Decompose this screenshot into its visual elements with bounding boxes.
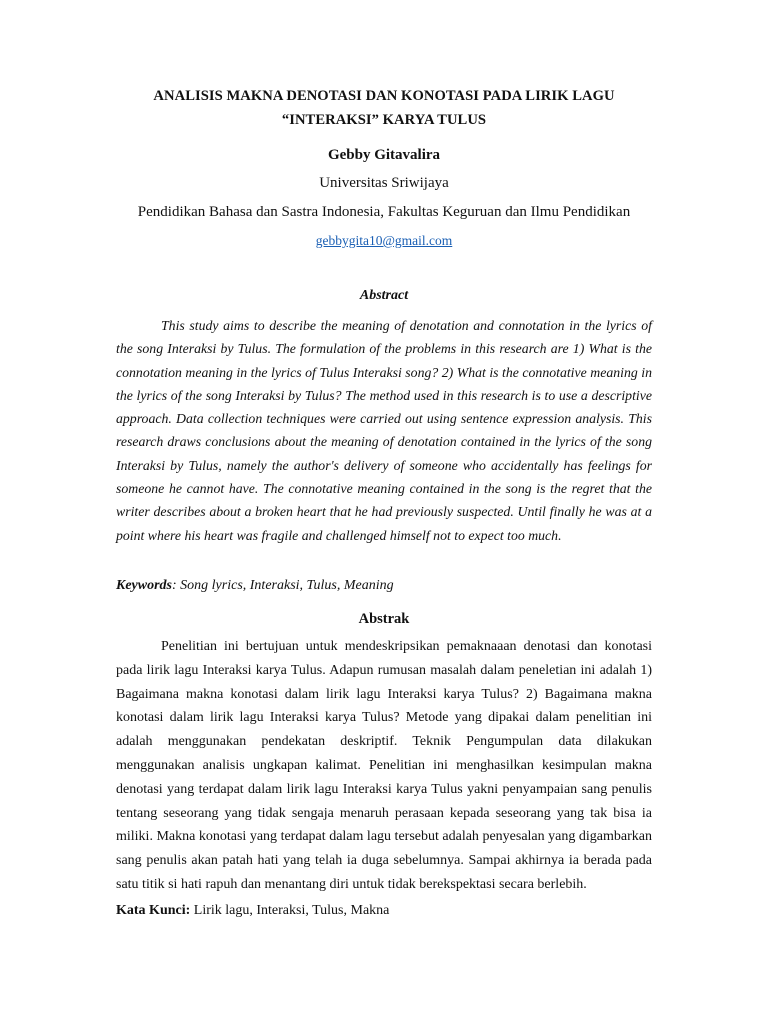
keywords-label: Keywords	[116, 578, 172, 593]
kata-kunci-line	[116, 903, 389, 919]
author-email-link[interactable]: gebbygita10@gmail.com	[315, 233, 453, 248]
abstrak-heading: Abstrak	[358, 611, 410, 627]
keywords-line	[116, 578, 394, 594]
author-name: Gebby Gitavalira	[327, 147, 441, 163]
keywords-list: : Song lyrics, Interaksi, Tulus, Meaning	[172, 578, 394, 593]
author-university: Universitas Sriwijaya	[319, 175, 449, 191]
abstract-body: This study aims to describe the meaning of denotation and connotation in the lyrics of the song Interaksi by Tulus. The formulation of the problems in this research are 1) What is the connotation meaning in the lyrics of Tulus Interaksi song? 2) What is the connotative meaning in the lyrics of the song Interaksi by Tulus? The method used in this research is to use a descriptive approach. Data collection techniques were carried out using sentence expression analysis. This research draws conclusions about the meaning of denotation contained in the lyrics of the song Interaksi by Tulus, namely the author's delivery of someone who accidentally has feelings for someone he cannot have. The connotative meaning contained in the song is the regret that the writer describes about a broken heart that he had previously suspected. Until finally he was at a point where his heart was fragile and challenged himself not to expect too much.	[116, 318, 652, 543]
abstrak-body: Penelitian ini bertujuan untuk mendeskripsikan pemaknaaan denotasi dan konotasi pada lirik lagu Interaksi karya Tulus. Adapun rumusan masalah dalam peneletian ini adalah 1) Bagaimana makna konotasi dalam lirik lagu Interaksi karya Tulus? 2) Bagaimana makna konotasi dalam lirik lagu Interaksi karya Tulus? Metode yang dipakai dalam penelitian ini adalah menggunakan pendekatan deskriptif. Teknik Pengumpulan data dilakukan menggunakan analisis ungkapan kalimat. Penelitian ini menghasilkan kesimpulan makna denotasi yang terdapat dalam lirik lagu Interaksi karya Tulus yakni penyampaian sang penulis tentang seseorang yang tidak sengaja menaruh perasaan kepada seseorang yang tak bisa ia miliki. Makna konotasi yang terdapat dalam lagu tersebut adalah penyesalan yang digambarkan sang penulis akan patah hati yang telah ia duga sebelumnya. Sampai akhirnya ia berada pada satu titik si hati rapuh dan menantang diri untuk tidak berekspektasi secara berlebih.	[116, 639, 652, 892]
kata-kunci-list: Lirik lagu, Interaksi, Tulus, Makna	[190, 903, 390, 918]
author-faculty: Pendidikan Bahasa dan Sastra Indonesia, Fakultas Keguruan dan Ilmu Pendidikan	[137, 204, 631, 220]
paper-title-line-2: “INTERAKSI” KARYA TULUS	[281, 112, 487, 128]
kata-kunci-label: Kata Kunci:	[116, 903, 191, 918]
abstract-heading: Abstract	[359, 288, 409, 303]
paper-title-line-1: ANALISIS MAKNA DENOTASI DAN KONOTASI PADA LIRIK LAGU	[153, 88, 615, 104]
